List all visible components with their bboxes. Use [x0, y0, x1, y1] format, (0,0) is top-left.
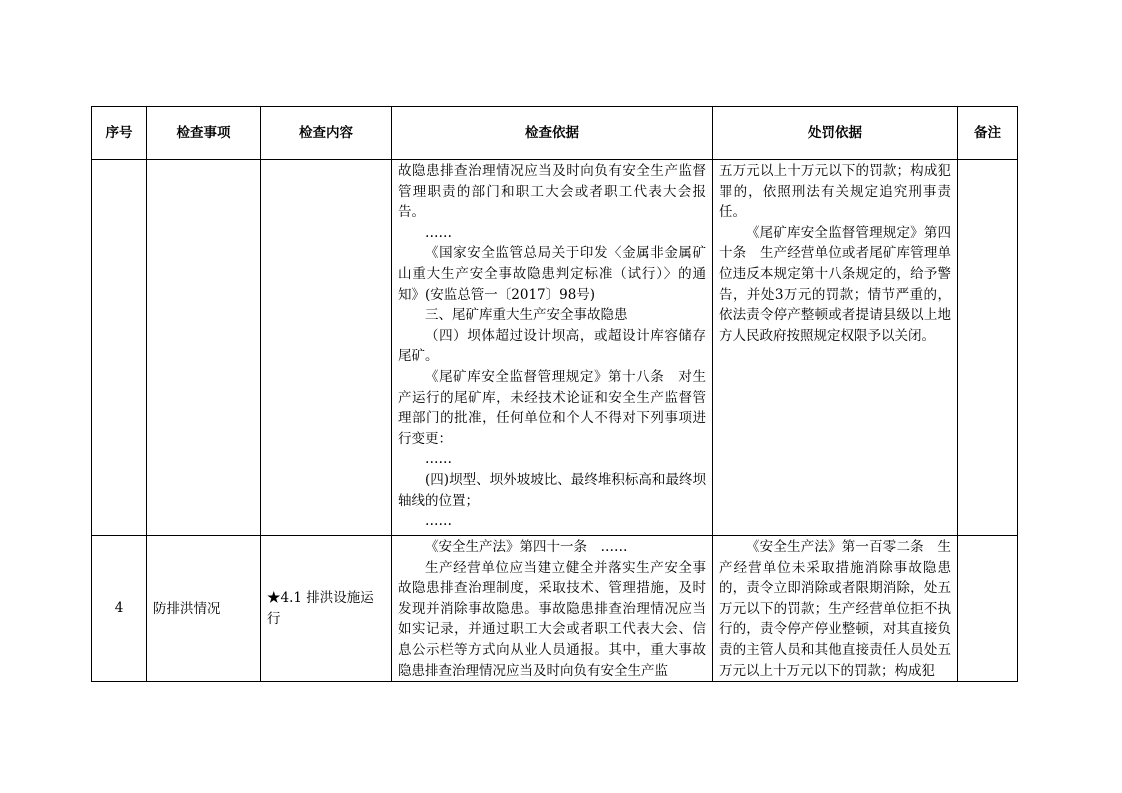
- basis-paragraph: （四）坝体超过设计坝高，或超设计库容储存尾矿。: [398, 327, 706, 365]
- row1-penalty-cell: [713, 160, 958, 536]
- basis-paragraph: 《国家安全监管总局关于印发〈金属非金属矿山重大生产安全事故隐患判定标准（试行）〉的通知》(安监总管一〔2017〕98号): [398, 245, 706, 303]
- row2-penalty-cell: [713, 536, 958, 682]
- row2-seq-cell: 4: [92, 536, 147, 682]
- header-basis: 检查依据: [392, 107, 713, 160]
- header-row: [92, 107, 1018, 160]
- basis-paragraph: 《安全生产法》第四十一条 ……: [425, 539, 628, 555]
- header-penalty: 处罚依据: [713, 107, 958, 160]
- row1-note-cell: [958, 160, 1018, 536]
- basis-ellipsis: ……: [425, 451, 452, 468]
- inspection-table: [91, 106, 1018, 682]
- table-row: [92, 160, 1018, 536]
- basis-paragraph: 三、尾矿库重大生产安全事故隐患: [425, 307, 628, 324]
- row1-basis-cell: [392, 160, 713, 536]
- basis-paragraph: 《尾矿库安全监督管理规定》第十八条 对生产运行的尾矿库，未经技术论证和安全生产监督管理部门的批准，任何单位和个人不得对下列事项进行变更：: [398, 368, 706, 447]
- basis-ellipsis: ……: [425, 513, 452, 530]
- row2-content-label: ★4.1 排洪设施运行: [267, 590, 374, 628]
- penalty-paragraph: 《安全生产法》第一百零二条 生产经营单位未采取措施消除事故隐患的，责令立即消除或者限期消除，处五万元以下的罚款；生产经营单位拒不执行的，责令停产停业整顿，对其直接负责的主管人员和其他直接责任人员处五万元以上十万元以下的罚款；构成犯: [719, 539, 951, 679]
- row2-note-cell: [958, 536, 1018, 682]
- row2-content-cell: [261, 536, 392, 682]
- header-content: 检查内容: [261, 107, 392, 160]
- header-note: 备注: [958, 107, 1018, 160]
- row2-item-cell: [147, 536, 261, 682]
- row2-item-label: 防排洪情况: [153, 600, 221, 617]
- row1-content-cell: [261, 160, 392, 536]
- row2-basis-cell: [392, 536, 713, 682]
- penalty-paragraph: 《尾矿库安全监督管理规定》第四十条 生产经营单位或者尾矿库管理单位违反本规定第十八条规定的，给予警告，并处3万元的罚款；情节严重的，依法责令停产整顿或者提请县级以上地方人民政府按照规定权限予以关闭。: [719, 224, 951, 344]
- basis-paragraph: 故隐患排查治理情况应当及时向负有安全生产监督管理职责的部门和职工大会或者职工代表大会报告。: [398, 163, 706, 221]
- row1-seq-cell: [92, 160, 147, 536]
- basis-paragraph: (四)坝型、坝外坡坡比、最终堆积标高和最终坝轴线的位置；: [398, 471, 706, 509]
- header-seq: 序号: [92, 107, 147, 160]
- basis-ellipsis: ……: [425, 224, 452, 241]
- row1-item-cell: [147, 160, 261, 536]
- penalty-paragraph: 五万元以上十万元以下的罚款；构成犯罪的，依照刑法有关规定追究刑事责任。: [719, 163, 951, 221]
- header-item: 检查事项: [147, 107, 261, 160]
- table-row: [92, 536, 1018, 682]
- basis-paragraph: 生产经营单位应当建立健全并落实生产安全事故隐患排查治理制度，采取技术、管理措施，及时发现并消除事故隐患。事故隐患排查治理情况应当如实记录，并通过职工大会或者职工代表大会、信息公示栏等方式向从业人员通报。其中，重大事故隐患排查治理情况应当及时向负有安全生产监: [398, 559, 706, 679]
